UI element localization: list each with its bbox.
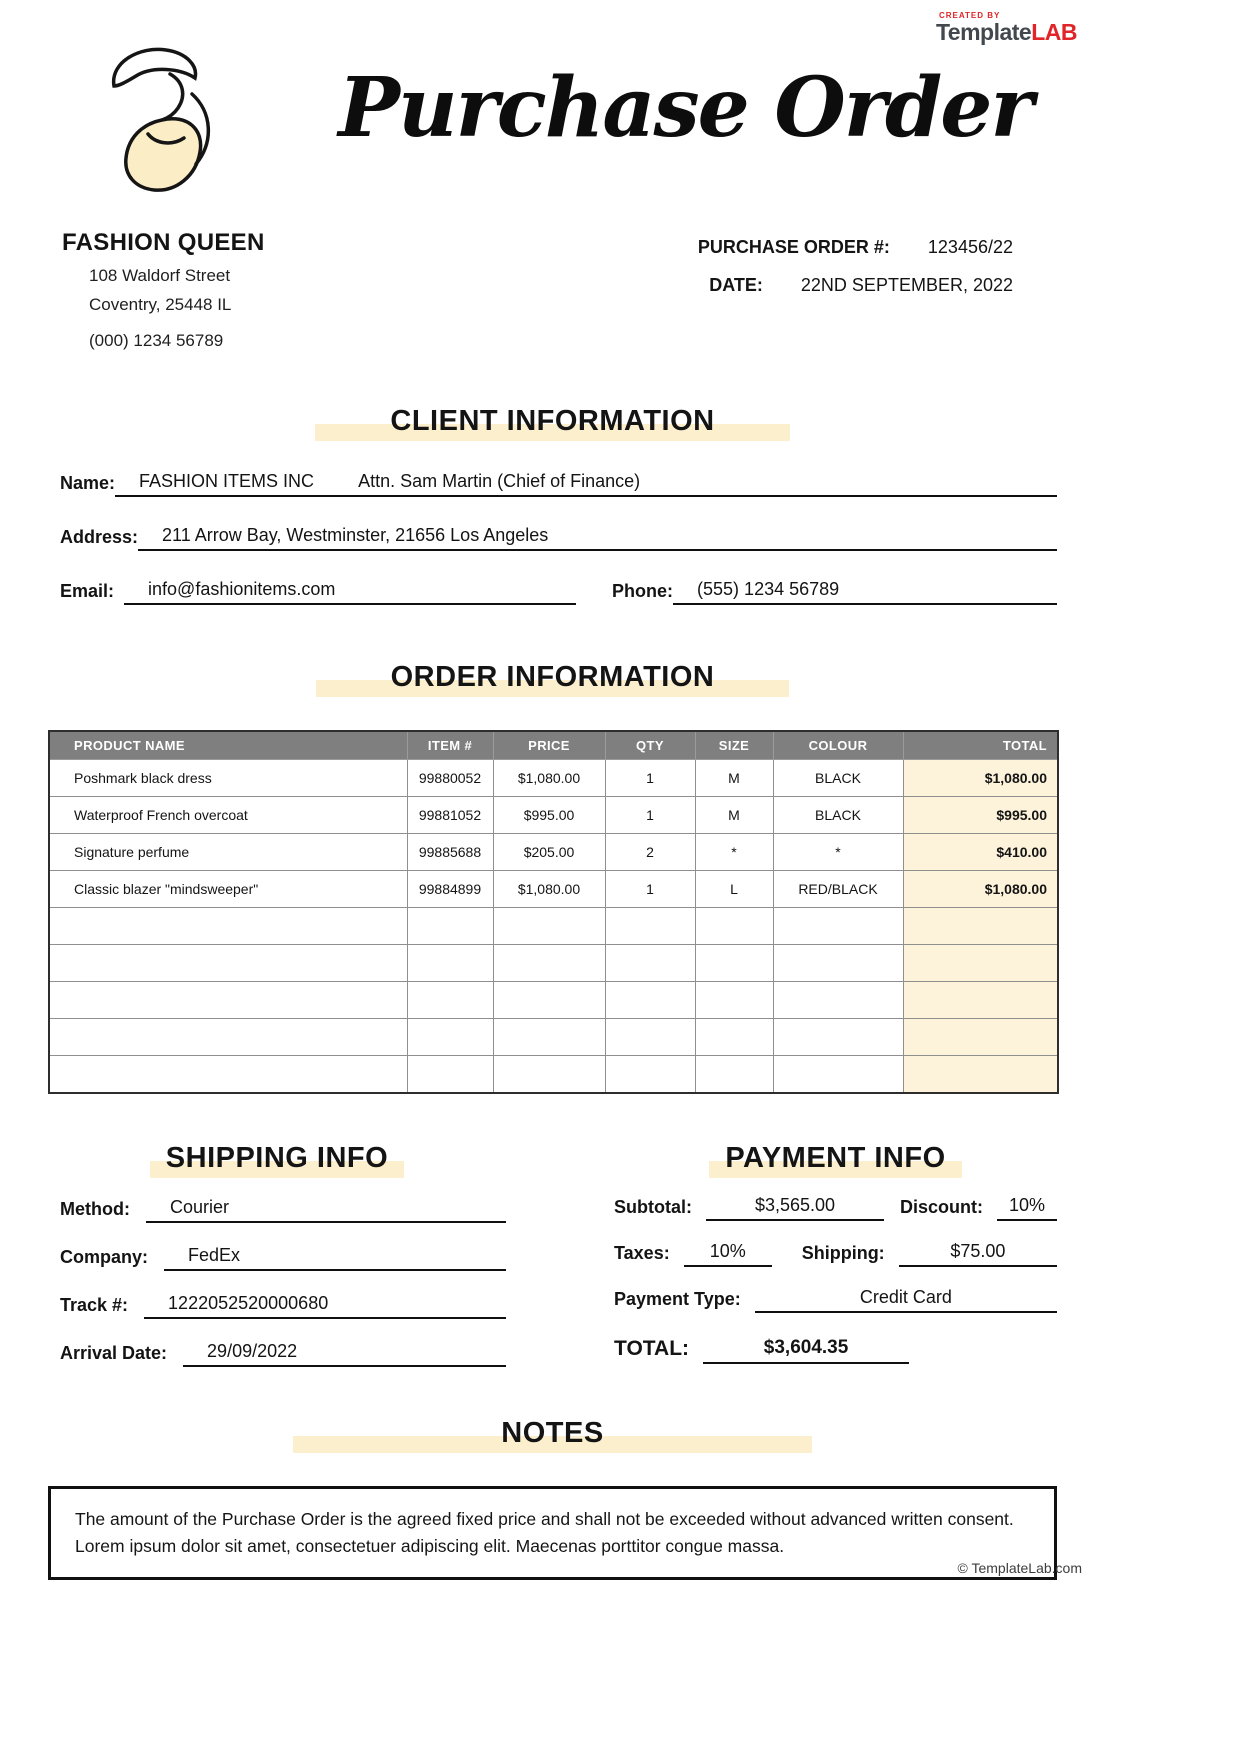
cell-product <box>49 982 407 1019</box>
cell-size: * <box>695 834 773 871</box>
cell-price <box>493 1019 605 1056</box>
client-phone-label: Phone: <box>612 581 674 601</box>
client-email-value: info@fashionitems.com <box>148 579 336 599</box>
cell-price <box>493 982 605 1019</box>
cell-price: $1,080.00 <box>493 760 605 797</box>
cell-price: $995.00 <box>493 797 605 834</box>
grand-total-label: TOTAL: <box>614 1336 690 1360</box>
notes-heading: NOTES <box>501 1416 604 1449</box>
cell-price <box>493 1056 605 1093</box>
shipping-method-row <box>48 1197 506 1223</box>
taxes-value: 10% <box>709 1240 746 1261</box>
shipping-track-value: 1222052520000680 <box>168 1292 329 1313</box>
cell-size <box>695 982 773 1019</box>
order-row-empty <box>49 908 1058 945</box>
order-table <box>48 730 1059 1094</box>
client-address-row <box>60 518 1057 551</box>
company-phone: (000) 1234 56789 <box>89 331 224 350</box>
cell-total: $1,080.00 <box>903 760 1058 797</box>
cell-product <box>49 1019 407 1056</box>
page-title: Purchase Order <box>338 60 1032 156</box>
cell-size <box>695 908 773 945</box>
column-header-colour: COLOUR <box>773 731 903 760</box>
cell-total <box>903 1056 1058 1093</box>
column-header-price: PRICE <box>493 731 605 760</box>
client-address-label: Address: <box>60 527 139 547</box>
order-row <box>49 834 1058 871</box>
order-table-header-row <box>49 731 1058 760</box>
company-address-line1: 108 Waldorf Street <box>89 266 231 285</box>
order-row-empty <box>49 1056 1058 1093</box>
brand-lab-text: LAB <box>1031 19 1077 46</box>
shipping-track-row <box>48 1293 506 1319</box>
cell-product: Classic blazer "mindsweeper" <box>49 871 407 908</box>
column-header-qty: QTY <box>605 731 695 760</box>
cell-colour <box>773 908 903 945</box>
cell-qty <box>605 1019 695 1056</box>
shipping-arrival-field <box>183 1341 506 1367</box>
order-information-heading: ORDER INFORMATION <box>390 661 715 693</box>
cell-qty <box>605 908 695 945</box>
shipping-company-value: FedEx <box>188 1244 241 1265</box>
cell-size: M <box>695 797 773 834</box>
company-address-line2: Coventry, 25448 IL <box>89 295 232 314</box>
shipping-company-label: Company: <box>60 1246 149 1267</box>
client-email-label: Email: <box>60 581 115 601</box>
cell-product: Signature perfume <box>49 834 407 871</box>
date-value: 22ND SEPTEMBER, 2022 <box>800 275 1013 295</box>
cell-total: $1,080.00 <box>903 871 1058 908</box>
cell-item <box>407 908 493 945</box>
payment-type-field <box>755 1287 1057 1313</box>
cell-size: L <box>695 871 773 908</box>
taxes-shipping-row <box>614 1241 1057 1267</box>
cell-size: M <box>695 760 773 797</box>
company-info <box>48 229 265 351</box>
order-row-empty <box>49 1019 1058 1056</box>
cell-item <box>407 945 493 982</box>
order-row <box>49 760 1058 797</box>
shipping-info <box>48 1142 506 1367</box>
cell-price <box>493 908 605 945</box>
taxes-field <box>684 1241 772 1267</box>
notes-box <box>48 1486 1057 1580</box>
cell-qty: 1 <box>605 760 695 797</box>
cell-colour: BLACK <box>773 760 903 797</box>
subtotal-field <box>706 1195 884 1221</box>
column-header-size: SIZE <box>695 731 773 760</box>
cell-size <box>695 1056 773 1093</box>
cell-item: 99884899 <box>407 871 493 908</box>
cell-colour <box>773 1056 903 1093</box>
grand-total-row <box>614 1337 1057 1364</box>
brand-template-text: Template <box>935 19 1032 46</box>
cell-price: $205.00 <box>493 834 605 871</box>
order-row <box>49 871 1058 908</box>
cell-total <box>903 908 1058 945</box>
grand-total-field <box>703 1337 909 1364</box>
order-row <box>49 797 1058 834</box>
client-name-row <box>60 464 1057 497</box>
cell-qty: 1 <box>605 871 695 908</box>
column-header-product: PRODUCT NAME <box>49 731 407 760</box>
cell-product <box>49 908 407 945</box>
cell-colour <box>773 1019 903 1056</box>
shipping-info-heading: SHIPPING INFO <box>165 1141 389 1174</box>
subtotal-label: Subtotal: <box>614 1196 692 1217</box>
client-email-phone-row <box>60 572 1057 605</box>
po-number-value: 123456/22 <box>927 237 1013 257</box>
client-phone-field <box>673 579 1057 605</box>
cell-colour: BLACK <box>773 797 903 834</box>
cell-product <box>49 945 407 982</box>
date-label: DATE: <box>709 275 763 295</box>
cell-item: 99885688 <box>407 834 493 871</box>
discount-label: Discount: <box>900 1196 983 1217</box>
taxes-label: Taxes: <box>614 1242 670 1263</box>
client-address-value: 211 Arrow Bay, Westminster, 21656 Los Angeles <box>162 525 549 545</box>
created-by-label: CREATED BY <box>938 11 1001 20</box>
client-fields <box>48 464 1057 605</box>
cell-total: $995.00 <box>903 797 1058 834</box>
cell-price: $1,080.00 <box>493 871 605 908</box>
order-row-empty <box>49 982 1058 1019</box>
templatelab-logo <box>936 20 1077 44</box>
cell-price <box>493 945 605 982</box>
shipping-company-row <box>48 1245 506 1271</box>
shipping-arrival-value: 29/09/2022 <box>207 1340 298 1361</box>
po-number-label: PURCHASE ORDER #: <box>697 237 890 257</box>
shipping-cost-field <box>899 1241 1057 1267</box>
notes-text: The amount of the Purchase Order is the agreed fixed price and shall not be exceeded without advanced written consent. Lorem ipsum dolor sit amet, consectetuer adipiscing elit. Maecenas porttitor congue massa. <box>75 1508 1014 1556</box>
payment-type-value: Credit Card <box>859 1286 952 1307</box>
cell-total <box>903 982 1058 1019</box>
fashion-lady-icon <box>92 34 242 202</box>
shipping-company-field <box>164 1245 506 1271</box>
payment-type-label: Payment Type: <box>614 1288 741 1309</box>
cell-colour: RED/BLACK <box>773 871 903 908</box>
cell-item <box>407 982 493 1019</box>
cell-total <box>903 945 1058 982</box>
column-header-total: TOTAL <box>903 731 1058 760</box>
order-row-empty <box>49 945 1058 982</box>
cell-colour: * <box>773 834 903 871</box>
footer-link[interactable]: © TemplateLab.com <box>957 1560 1082 1576</box>
date-line <box>698 275 1013 296</box>
company-logo <box>48 34 248 207</box>
cell-size <box>695 945 773 982</box>
shipping-track-field <box>144 1293 506 1319</box>
client-information-heading: CLIENT INFORMATION <box>390 405 715 437</box>
shipping-method-field <box>146 1197 506 1223</box>
cell-item <box>407 1019 493 1056</box>
cell-item <box>407 1056 493 1093</box>
cell-item: 99881052 <box>407 797 493 834</box>
info-row <box>48 229 1057 351</box>
client-address-field <box>138 525 1057 551</box>
shipping-cost-value: $75.00 <box>950 1240 1006 1261</box>
subtotal-discount-row <box>614 1195 1057 1221</box>
shipping-arrival-row <box>48 1341 506 1367</box>
cell-product: Poshmark black dress <box>49 760 407 797</box>
order-table-body <box>49 760 1058 1093</box>
cell-qty <box>605 945 695 982</box>
client-name-label: Name: <box>60 473 116 493</box>
payment-type-row <box>614 1287 1057 1313</box>
cell-product: Waterproof French overcoat <box>49 797 407 834</box>
cell-qty: 2 <box>605 834 695 871</box>
shipping-arrival-label: Arrival Date: <box>60 1342 168 1363</box>
shipping-track-label: Track #: <box>60 1294 129 1315</box>
discount-value: 10% <box>1008 1194 1046 1215</box>
payment-info-heading: PAYMENT INFO <box>725 1141 946 1174</box>
shipping-cost-label: Shipping: <box>801 1242 885 1263</box>
company-name: FASHION QUEEN <box>62 229 265 256</box>
column-header-item: ITEM # <box>407 731 493 760</box>
shipping-payment-section <box>48 1142 1057 1367</box>
client-phone-value: (555) 1234 56789 <box>697 579 840 599</box>
cell-qty <box>605 982 695 1019</box>
payment-info <box>614 1142 1057 1367</box>
cell-item: 99880052 <box>407 760 493 797</box>
client-name-field <box>115 471 1057 497</box>
discount-field <box>997 1195 1057 1221</box>
cell-qty <box>605 1056 695 1093</box>
subtotal-value: $3,565.00 <box>754 1194 836 1215</box>
client-email-field <box>124 579 576 605</box>
cell-colour <box>773 982 903 1019</box>
cell-colour <box>773 945 903 982</box>
shipping-method-value: Courier <box>169 1196 230 1217</box>
cell-size <box>695 1019 773 1056</box>
order-meta <box>698 229 1057 351</box>
templatelab-brand <box>936 12 1077 45</box>
cell-total <box>903 1019 1058 1056</box>
cell-product <box>49 1056 407 1093</box>
client-name-value: FASHION ITEMS INC <box>139 471 315 491</box>
client-attn-value: Attn. Sam Martin (Chief of Finance) <box>358 471 641 491</box>
cell-total: $410.00 <box>903 834 1058 871</box>
po-number-line <box>698 237 1013 258</box>
grand-total-value: $3,604.35 <box>763 1336 849 1358</box>
cell-qty: 1 <box>605 797 695 834</box>
shipping-method-label: Method: <box>60 1198 130 1219</box>
